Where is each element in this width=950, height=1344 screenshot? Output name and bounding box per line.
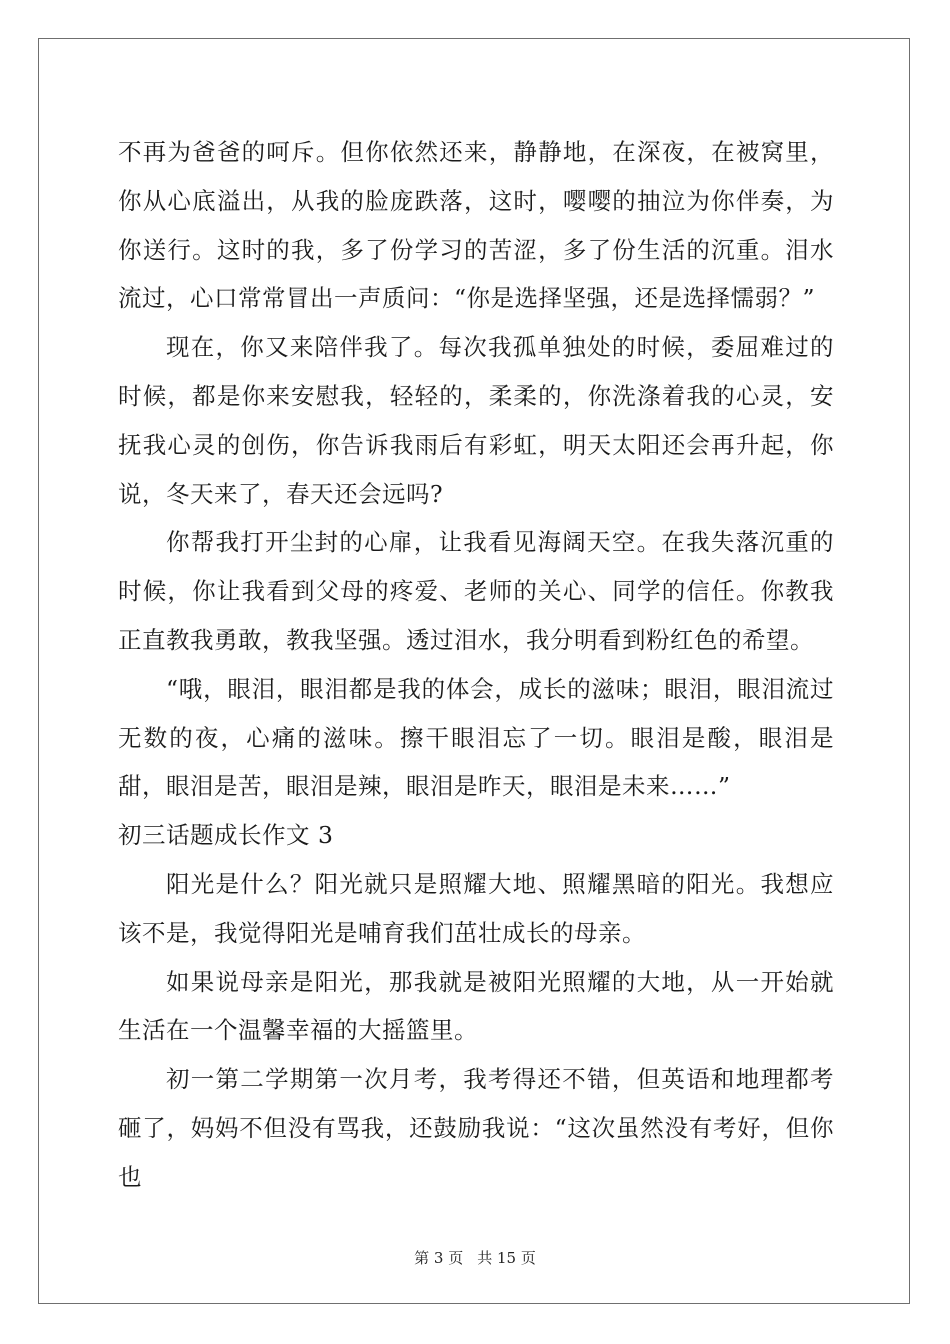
paragraph: 如果说母亲是阳光，那我就是被阳光照耀的大地，从一开始就生活在一个温馨幸福的大摇篮里。 <box>118 967 834 1045</box>
paragraph: 不再为爸爸的呵斥。但你依然还来，静静地，在深夜，在被窝里，你从心底溢出，从我的脸庞跌落，这时，嘤嘤的抽泣为你伴奏，为你送行。这时的我，多了份学习的苦涩，多了份生活的沉重。泪水流过，心口常常冒出一声质问：“你是选择坚强，还是选择懦弱？” <box>118 138 834 313</box>
document-body <box>118 128 834 1202</box>
paragraph: 初一第二学期第一次月考，我考得还不错，但英语和地理都考砸了，妈妈不但没有骂我，还鼓励我说：“这次虽然没有考好，但你也 <box>118 1065 834 1191</box>
paragraph: 现在，你又来陪伴我了。每次我孤单独处的时候，委屈难过的时候，都是你来安慰我，轻轻的，柔柔的，你洗涤着我的心灵，安抚我心灵的创伤，你告诉我雨后有彩虹，明天太阳还会再升起，你说，冬天来了，春天还会远吗? <box>118 333 834 508</box>
page-number: 第 3 页 <box>414 1249 464 1267</box>
page-total: 共 15 页 <box>477 1249 536 1267</box>
paragraph: 阳光是什么？阳光就只是照耀大地、照耀黑暗的阳光。我想应该不是，我觉得阳光是哺育我们茁壮成长的母亲。 <box>118 869 834 947</box>
page-footer <box>0 1247 950 1268</box>
section-title: 初三话题成长作文 3 <box>118 821 334 850</box>
paragraph: “哦，眼泪，眼泪都是我的体会，成长的滋味；眼泪，眼泪流过无数的夜，心痛的滋味。擦干眼泪忘了一切。眼泪是酸，眼泪是甜，眼泪是苦，眼泪是辣，眼泪是昨天，眼泪是未来……” <box>118 674 834 801</box>
paragraph: 你帮我打开尘封的心扉，让我看见海阔天空。在我失落沉重的时候，你让我看到父母的疼爱、老师的关心、同学的信任。你教我正直教我勇敢，教我坚强。透过泪水，我分明看到粉红色的希望。 <box>118 528 834 654</box>
